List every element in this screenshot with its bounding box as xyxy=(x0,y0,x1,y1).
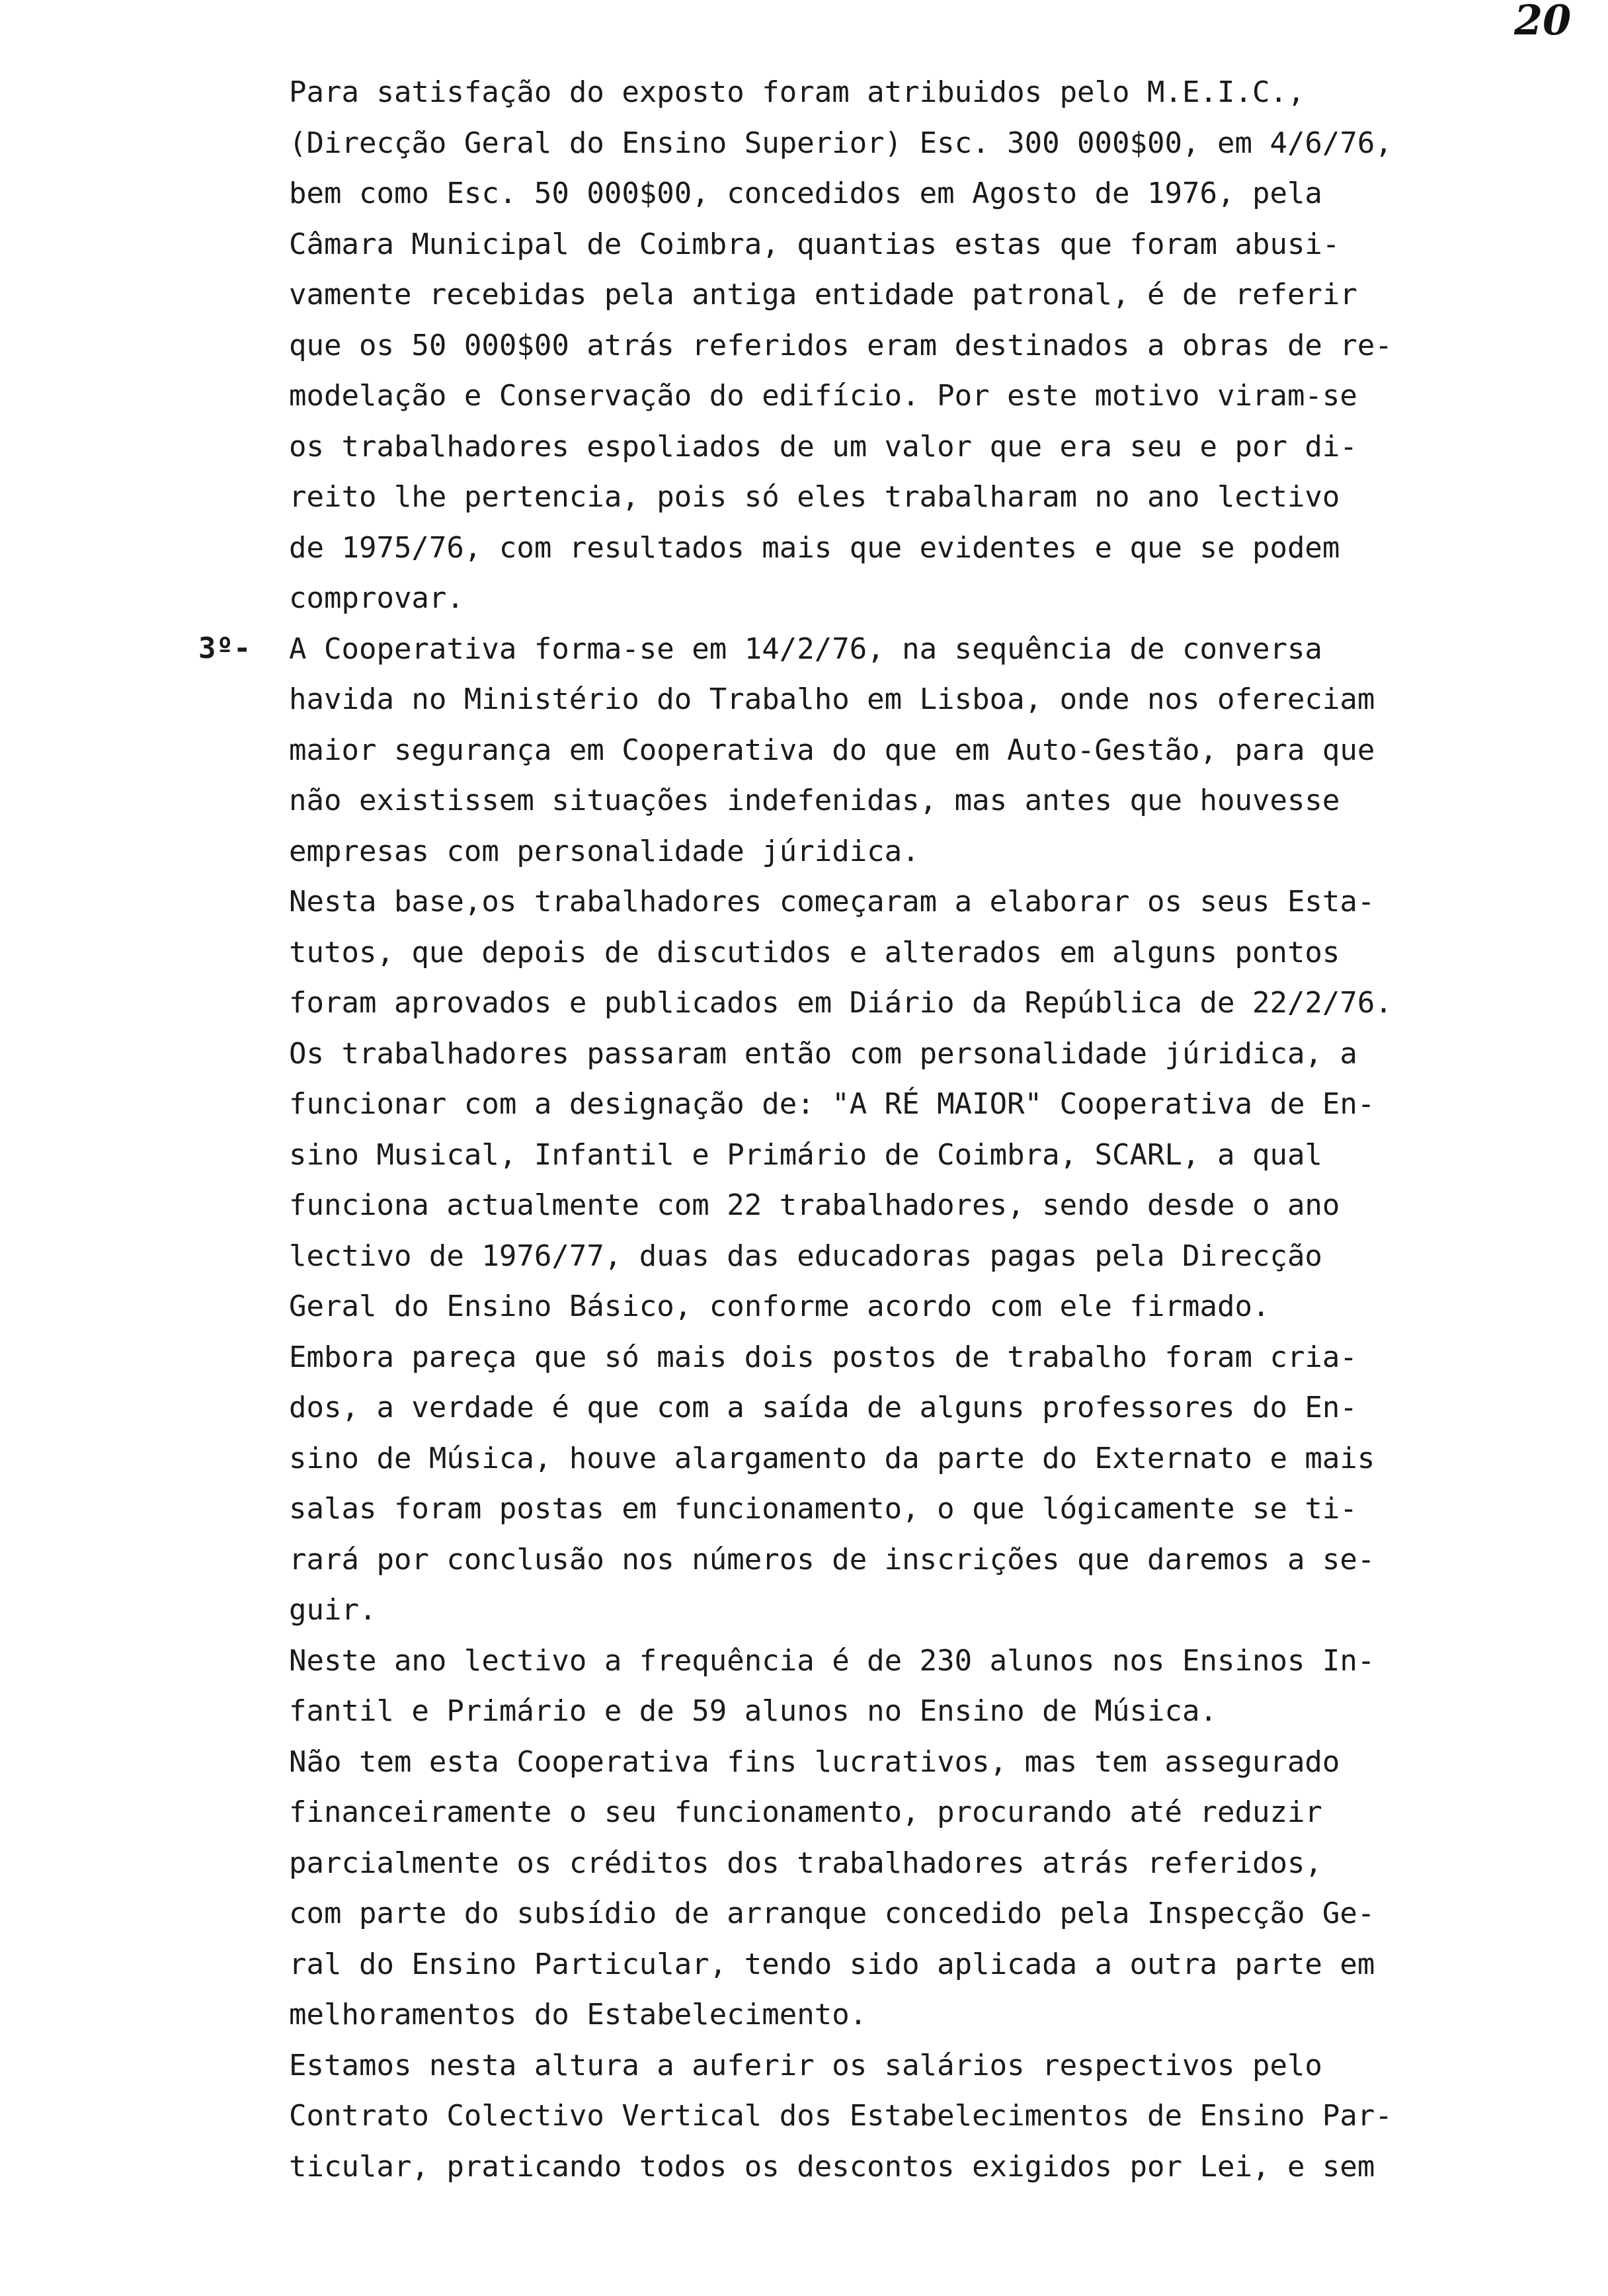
text-line: parcialmente os créditos dos trabalhadores atrás referidos, xyxy=(289,1846,1322,1880)
text-line: não existissem situações indefenidas, mas antes que houvesse xyxy=(289,784,1340,817)
text-line: Geral do Ensino Básico, conforme acordo com ele firmado. xyxy=(289,1290,1270,1323)
text-line: Para satisfação do exposto foram atribuidos pelo M.E.I.C., xyxy=(289,75,1305,109)
text-line: Embora pareça que só mais dois postos de trabalho foram cria- xyxy=(289,1340,1357,1374)
text-line: comprovar. xyxy=(289,581,464,615)
text-line: Os trabalhadores passaram então com personalidade júridica, a xyxy=(289,1036,1357,1071)
text-line: sino de Música, houve alargamento da parte do Externato e mais xyxy=(289,1441,1375,1475)
text-line: Câmara Municipal de Coimbra, quantias estas que foram abusi- xyxy=(289,227,1340,261)
text-line: rará por conclusão nos números de inscrições que daremos a se- xyxy=(289,1542,1375,1577)
text-line: tutos, que depois de discutidos e alterados em alguns pontos xyxy=(289,935,1340,969)
text-line: havida no Ministério do Trabalho em Lisboa, onde nos ofereciam xyxy=(289,682,1375,716)
text-line: guir. xyxy=(289,1593,377,1627)
text-line: reito lhe pertencia, pois só eles trabalharam no ano lectivo xyxy=(289,480,1340,514)
text-line: empresas com personalidade júridica. xyxy=(289,834,920,868)
text-line: salas foram postas em funcionamento, o que lógicamente se ti- xyxy=(289,1492,1357,1526)
text-line: Nesta base,os trabalhadores começaram a elaborar os seus Esta- xyxy=(289,885,1375,919)
text-line: maior segurança em Cooperativa do que em Auto-Gestão, para que xyxy=(289,733,1375,767)
text-line: Neste ano lectivo a frequência é de 230 alunos nos Ensinos In- xyxy=(289,1643,1375,1678)
text-line: vamente recebidas pela antiga entidade patronal, é de referir xyxy=(289,278,1357,311)
text-line: que os 50 000$00 atrás referidos eram destinados a obras de re- xyxy=(289,328,1392,362)
document-body xyxy=(289,67,1585,2192)
page-number: 20 xyxy=(1514,0,1572,44)
text-line: sino Musical, Infantil e Primário de Coimbra, SCARL, a qual xyxy=(289,1137,1322,1172)
text-line: dos, a verdade é que com a saída de alguns professores do En- xyxy=(289,1391,1357,1424)
text-line: financeiramente o seu funcionamento, procurando até reduzir xyxy=(289,1795,1322,1829)
text-line: A Cooperativa forma-se em 14/2/76, na sequência de conversa xyxy=(289,632,1322,666)
text-line: Não tem esta Cooperativa fins lucrativos, mas tem assegurado xyxy=(289,1744,1340,1779)
text-line: ral do Ensino Particular, tendo sido aplicada a outra parte em xyxy=(289,1947,1375,1981)
text-line: (Direcção Geral do Ensino Superior) Esc. 300 000$00, em 4/6/76, xyxy=(289,126,1392,160)
text-line: os trabalhadores espoliados de um valor que era seu e por di- xyxy=(289,429,1357,464)
text-line: funciona actualmente com 22 trabalhadores, sendo desde o ano xyxy=(289,1188,1340,1222)
text-line: Contrato Colectivo Vertical dos Estabelecimentos de Ensino Par- xyxy=(289,2099,1392,2133)
text-line: ticular, praticando todos os descontos exigidos por Lei, e sem xyxy=(289,2149,1375,2184)
text-line: modelação e Conservação do edifício. Por este motivo viram-se xyxy=(289,379,1357,413)
text-line: Estamos nesta altura a auferir os salários respectivos pelo xyxy=(289,2048,1322,2082)
text-line: lectivo de 1976/77, duas das educadoras pagas pela Direcção xyxy=(289,1239,1322,1273)
text-line: bem como Esc. 50 000$00, concedidos em Agosto de 1976, pela xyxy=(289,177,1322,210)
text-line: com parte do subsídio de arranque concedido pela Inspecção Ge- xyxy=(289,1897,1375,1930)
text-line: de 1975/76, com resultados mais que evidentes e que se podem xyxy=(289,530,1340,565)
text-line: melhoramentos do Estabelecimento. xyxy=(289,1998,867,2031)
text-line: foram aprovados e publicados em Diário da República de 22/2/76. xyxy=(289,986,1392,1020)
text-line: funcionar com a designação de: "A RÉ MAIOR" Cooperativa de En- xyxy=(289,1087,1375,1121)
text-line: fantil e Primário e de 59 alunos no Ensino de Música. xyxy=(289,1694,1217,1728)
item-marker: 3º- xyxy=(198,632,251,665)
